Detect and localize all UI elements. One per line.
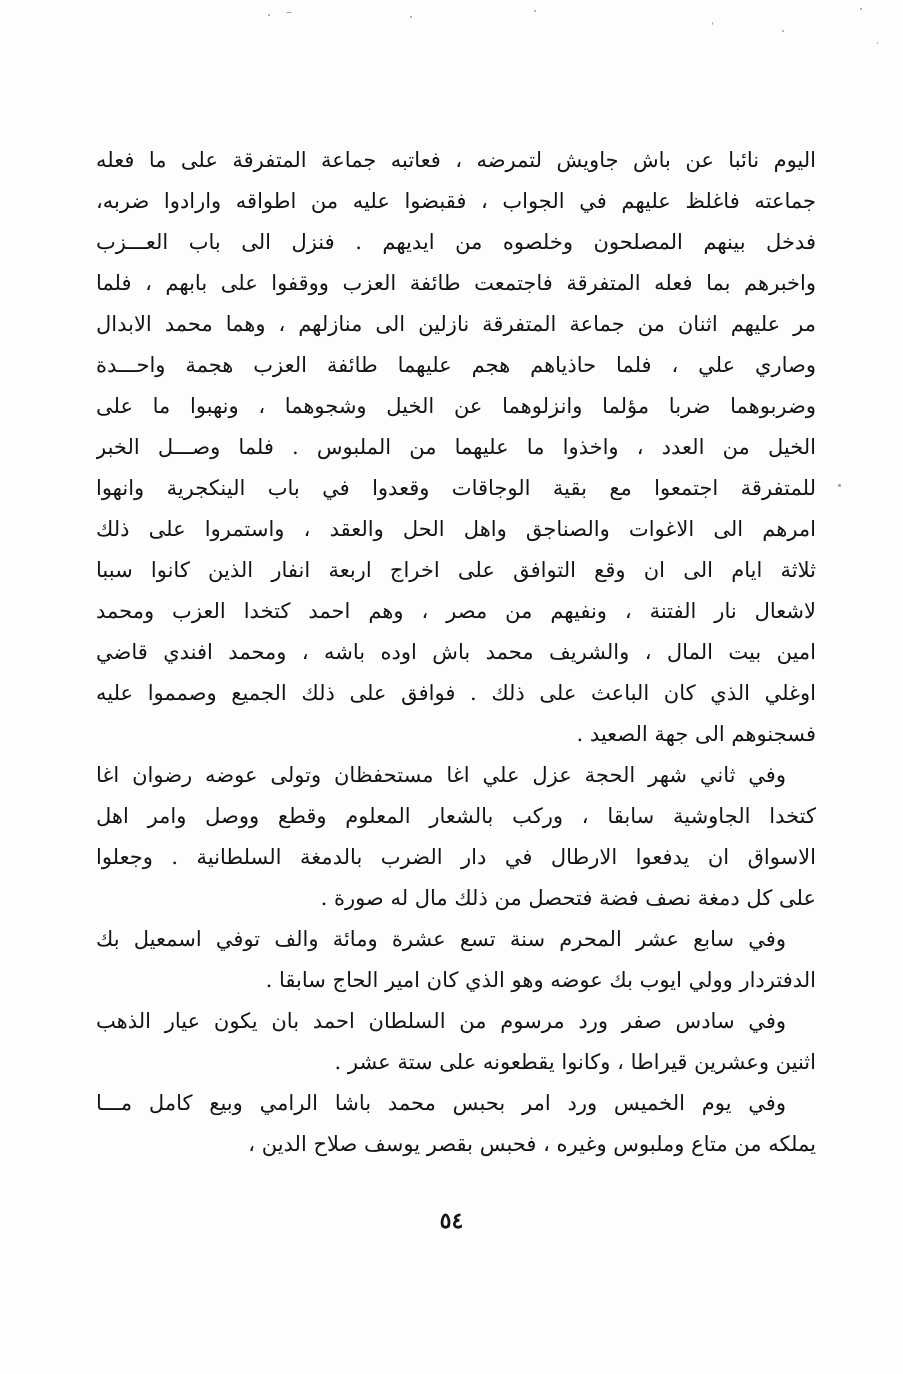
- text-line: على كل دمغة نصف فضة فتحصل من ذلك مال له صورة .: [320, 886, 816, 910]
- text-line: امين بيت المال ، والشريف محمد باش اوده باشه ، ومحمد افندي قاضي: [96, 640, 816, 664]
- text-line: الخيل من العدد ، واخذوا ما عليهما من الملبوس . فلما وصـــل الخبر: [96, 435, 816, 459]
- text-line: وفي ثاني شهر الحجة عزل علي اغا مستحفظان وتولى عوضه رضوان اغا: [96, 763, 786, 787]
- scan-speck: [410, 16, 412, 18]
- paragraph: [96, 1001, 816, 1083]
- paragraph-container: [96, 140, 816, 1165]
- text-line: فسجنوهم الى جهة الصعيد .: [576, 722, 816, 746]
- scan-speck: [877, 42, 878, 44]
- text-line: لاشعال نار الفتنة ، ونفيهم من مصر ، وهم احمد كتخدا العزب ومحمد: [96, 599, 816, 623]
- text-line: اوغلي الذي كان الباعث على ذلك . فوافق على ذلك الجميع وصمموا عليه: [96, 681, 816, 705]
- text-line: وفي يوم الخميس ورد امر بحبس محمد باشا الرامي وبيع كامل مـــا: [96, 1091, 786, 1115]
- text-line: واخبرهم بما فعله المتفرقة فاجتمعت طائفة العزب ووقفوا على بابهم ، فلما: [96, 271, 816, 295]
- text-line: يملكه من متاع وملبوس وغيره ، فحبس بقصر يوسف صلاح الدين ،: [248, 1132, 816, 1156]
- text-line: امرهم الى الاغوات والصناجق واهل الحل والعقد ، واستمروا على ذلك: [96, 517, 816, 541]
- text-line: اثنين وعشرين قيراطا ، وكانوا يقطعونه على ستة عشر .: [334, 1050, 816, 1074]
- text-line: وفي سادس صفر ورد مرسوم من السلطان احمد بان يكون عيار الذهب: [96, 1009, 786, 1033]
- text-line: كتخدا الجاوشية سابقا ، وركب بالشعار المعلوم وقطع ووصل وامر اهل: [96, 804, 816, 828]
- paragraph: [96, 1083, 816, 1165]
- text-line: وضربوهما ضربا مؤلما وانزلوهما عن الخيل وشجوهما ، ونهبوا ما على: [96, 394, 816, 418]
- scan-speck: [534, 10, 536, 12]
- scan-speck: [782, 30, 784, 32]
- text-line: الاسواق ان يدفعوا الارطال في دار الضرب بالدمغة السلطانية . وجعلوا: [96, 845, 816, 869]
- text-line: اليوم نائبا عن باش جاويش لتمرضه ، فعاتبه جماعة المتفرقة على ما فعله: [96, 148, 816, 172]
- scan-speck: [286, 12, 292, 13]
- page-text: [96, 140, 816, 1165]
- paragraph: [96, 140, 816, 755]
- text-line: ثلاثة ايام الى ان وقع التوافق على اخراج اربعة انفار الذين كانوا سببا: [96, 558, 816, 582]
- scan-speck: [860, 8, 862, 10]
- text-line: وصاري علي ، فلما حاذياهم هجم عليهما طائفة العزب هجمة واحـــدة: [96, 353, 816, 377]
- page-number: ٥٤: [439, 1208, 464, 1234]
- paragraph: [96, 919, 816, 1001]
- text-line: الدفتردار وولي ايوب بك عوضه وهو الذي كان امير الحاج سابقا .: [265, 968, 816, 992]
- scan-speck: [712, 22, 713, 25]
- paragraph: [96, 755, 816, 919]
- text-line: للمتفرقة اجتمعوا مع بقية الوجاقات وقعدوا في باب الينكجرية وانهوا: [96, 476, 816, 500]
- text-line: جماعته فاغلظ عليهم في الجواب ، فقبضوا عليه من اطواقه وارادوا ضربه،: [96, 189, 816, 213]
- text-line: مر عليهم اثنان من جماعة المتفرقة نازلين الى منازلهم ، وهما محمد الابدال: [96, 312, 816, 336]
- text-line: فدخل بينهم المصلحون وخلصوه من ايديهم . فنزل الى باب العـــزب: [96, 230, 816, 254]
- text-line: وفي سابع عشر المحرم سنة تسع عشرة ومائة والف توفي اسمعيل بك: [96, 927, 786, 951]
- scan-speck: [268, 14, 270, 16]
- scan-speck: [838, 484, 841, 487]
